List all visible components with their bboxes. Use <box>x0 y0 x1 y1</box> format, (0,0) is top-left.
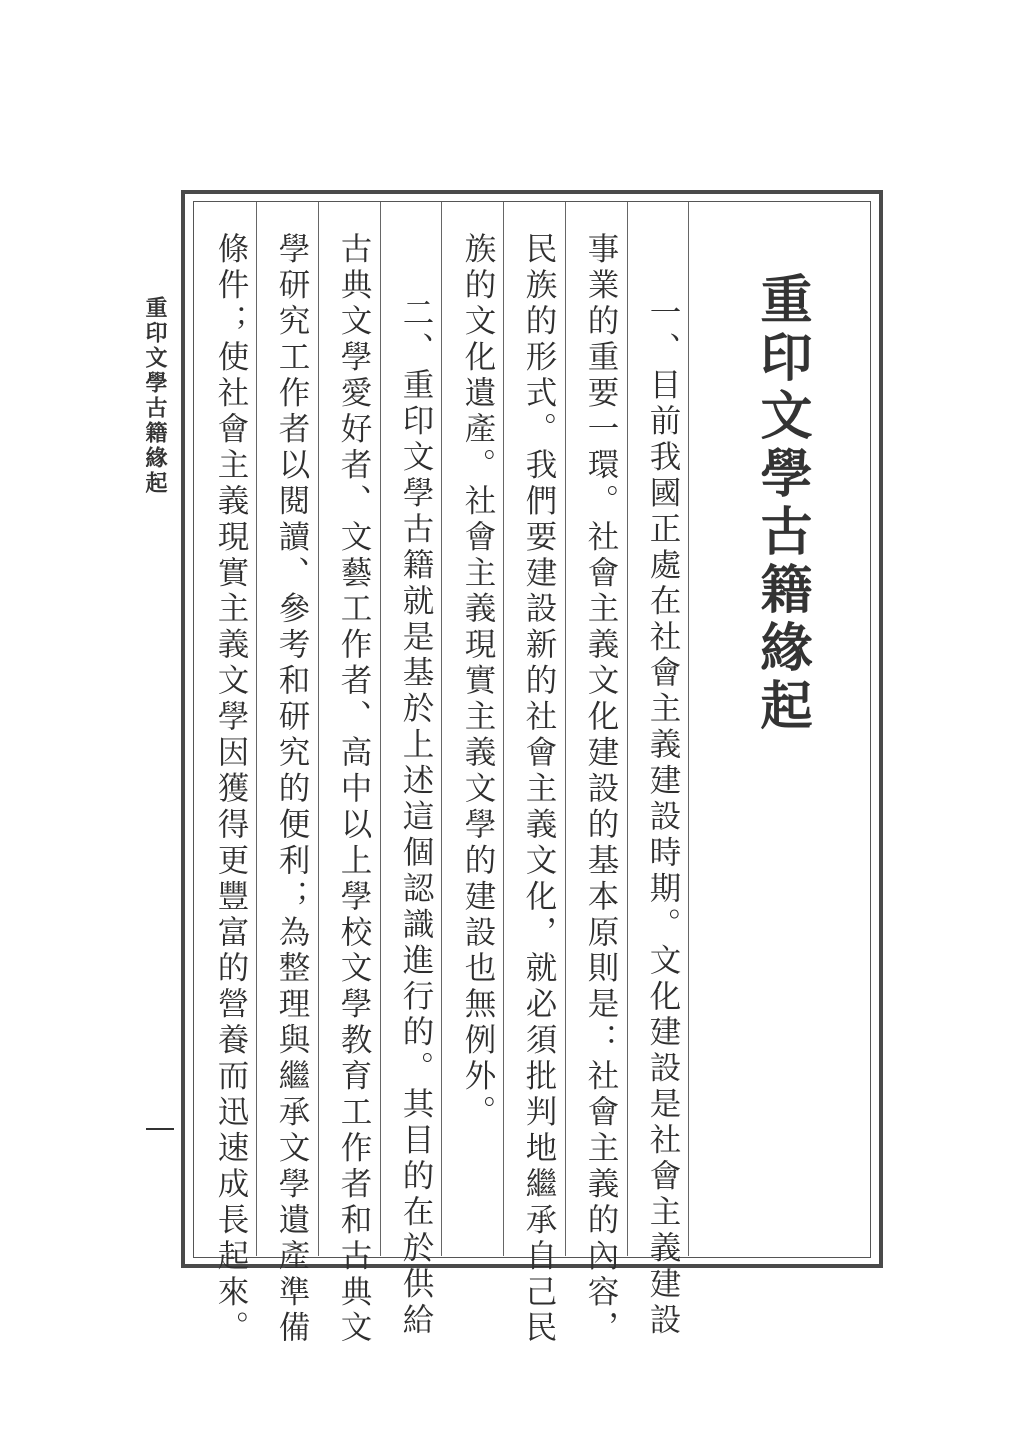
column-rule <box>688 202 689 1256</box>
column-rule <box>380 202 381 1256</box>
text-line: 民族的形式。我們要建設新的社會主義文化，就必須批判地繼承自己民 <box>521 232 557 1347</box>
column-rule <box>256 202 257 1256</box>
column-rule <box>503 202 504 1256</box>
column-rule <box>318 202 319 1256</box>
text-line: 條件；使社會主義現實主義文學因獲得更豐富的營養而迅速成長起來。 <box>213 232 249 1347</box>
page-title: 重印文學古籍緣起 <box>751 272 812 736</box>
text-line: 二、重印文學古籍就是基於上述這個認識進行的。其目的在於供給 <box>398 296 434 1339</box>
text-line: 古典文學愛好者、文藝工作者、高中以上學校文學教育工作者和古典文 <box>336 232 372 1347</box>
text-line: 學研究工作者以閱讀、參考和研究的便利；為整理與繼承文學遺產準備 <box>274 232 310 1347</box>
column-rule <box>441 202 442 1256</box>
text-line: 事業的重要一環。社會主義文化建設的基本原則是：社會主義的內容， <box>583 232 619 1347</box>
running-head: 重印文學古籍緣起 <box>142 296 168 496</box>
column-rule <box>565 202 566 1256</box>
page-number <box>146 1128 174 1130</box>
text-line: 一、目前我國正處在社會主義建設時期。文化建設是社會主義建設 <box>645 296 681 1339</box>
text-line: 族的文化遺產。社會主義現實主義文學的建設也無例外。 <box>460 232 496 1131</box>
column-rule <box>627 202 628 1256</box>
